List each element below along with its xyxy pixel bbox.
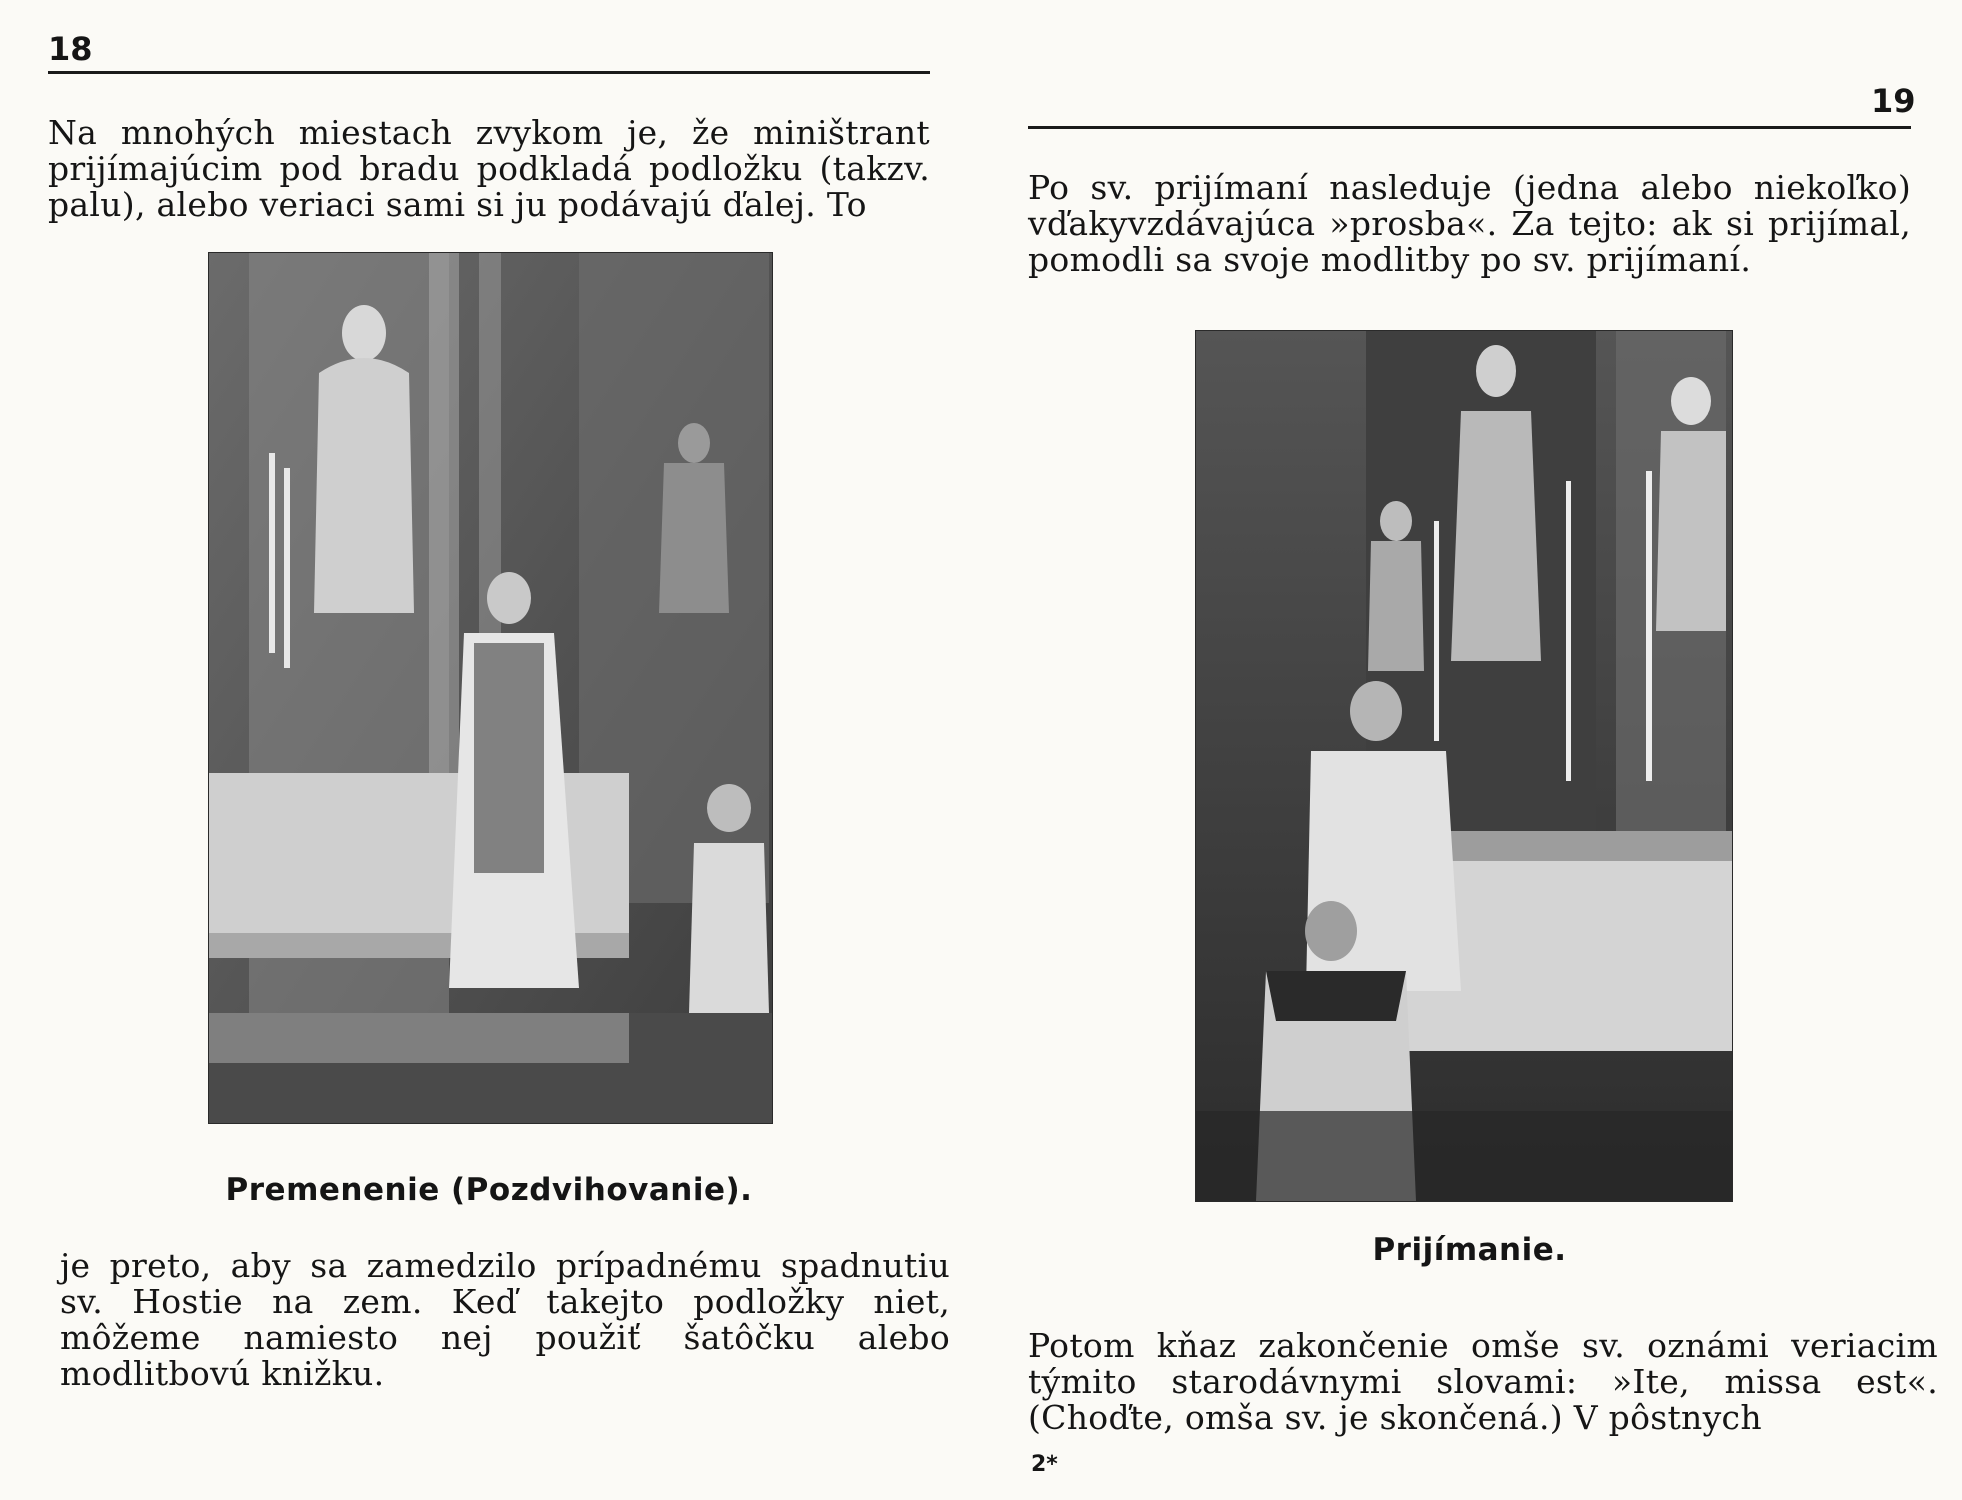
elevation-photo [208,252,773,1124]
page-number: 19 [1871,82,1916,120]
communion-photo [1195,330,1733,1202]
right-page [981,0,1962,1500]
figure-caption: Prijímanie. [1372,1232,1567,1268]
header-rule [1028,126,1911,129]
page-number: 18 [48,30,93,68]
signature-mark: 2* [1031,1452,1058,1477]
paragraph-bottom: je preto, aby sa zamedzilo prípadnému spadnutiu sv. Hostie na zem. Keď takejto podložky niet, môžeme namiesto nej použiť šatôčku alebo modlitbovú knižku. [60,1246,950,1393]
paragraph-top: Na mnohých miestach zvykom je, že miništrant prijímajúcim pod bradu podkladá podložku (takzv. palu), alebo veriaci sami si ju podávajú ďalej. To [48,113,930,224]
header-rule [48,71,930,74]
paragraph-bottom: Potom kňaz zakončenie omše sv. oznámi veriacim týmito starodávnymi slovami: »Ite, missa est«. (Choďte, omša sv. je skončená.) V pôstnych [1028,1326,1938,1437]
figure-caption: Premenenie (Pozdvihovanie). [225,1172,753,1208]
paragraph-top: Po sv. prijímaní nasleduje (jedna alebo niekoľko) vďakyvzdávajúca »prosba«. Za tejto: ak si prijímal, pomodli sa svoje modlitby po sv. prijímaní. [1028,168,1911,279]
